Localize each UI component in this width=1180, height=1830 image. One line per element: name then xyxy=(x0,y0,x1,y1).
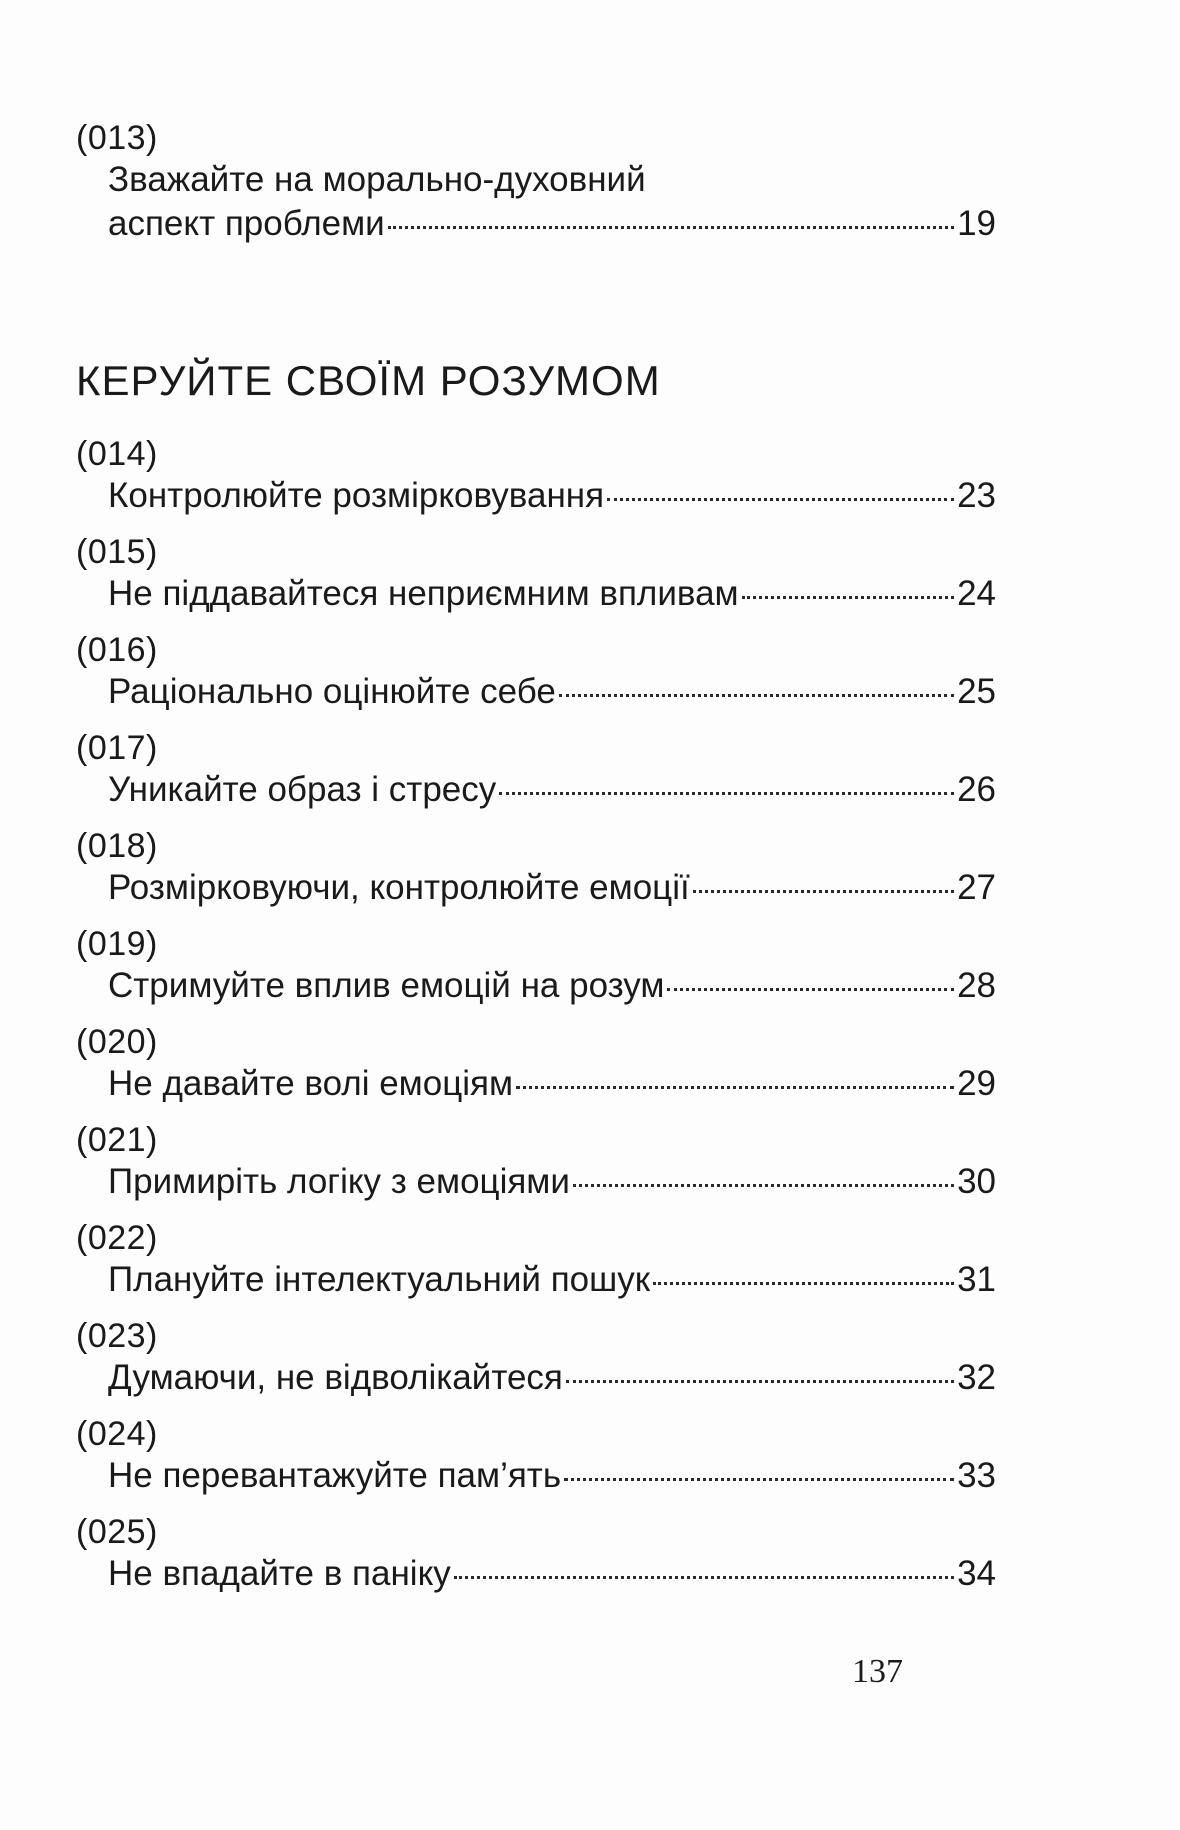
entry-page: 27 xyxy=(957,868,996,907)
toc-entry xyxy=(76,1120,996,1204)
entry-line xyxy=(76,572,996,616)
entry-line xyxy=(76,474,996,518)
toc-entry xyxy=(76,1022,996,1106)
dot-leader xyxy=(573,1184,954,1187)
entry-title: Уникайте образ і стресу xyxy=(108,770,497,809)
entry-number: (019) xyxy=(76,925,158,963)
entry-number: (018) xyxy=(76,827,158,865)
entry-line xyxy=(76,964,996,1008)
entry-page: 29 xyxy=(957,1064,996,1103)
page-number: 137 xyxy=(852,1653,903,1690)
section-title: КЕРУЙТЕ СВОЇМ РОЗУМОМ xyxy=(76,357,661,404)
entry-title: Не перевантажуйте пам’ять xyxy=(108,1456,562,1495)
toc-entry xyxy=(76,1218,996,1302)
entry-line xyxy=(76,1356,996,1400)
toc-entry xyxy=(76,1316,996,1400)
entry-page: 25 xyxy=(957,672,996,711)
dot-leader xyxy=(388,226,954,229)
toc-entry xyxy=(76,434,996,518)
toc-entry xyxy=(76,630,996,714)
entry-number: (013) xyxy=(76,119,158,157)
dot-leader xyxy=(742,596,954,599)
entry-title: Не давайте волі емоціям xyxy=(108,1064,514,1103)
entry-page: 19 xyxy=(957,204,996,243)
entry-line xyxy=(76,670,996,714)
toc-entry xyxy=(76,1414,996,1498)
dot-leader xyxy=(564,1478,954,1481)
entry-page: 33 xyxy=(957,1456,996,1495)
dot-leader xyxy=(499,792,954,795)
entry-title: Стримуйте вплив емоцій на розум xyxy=(108,966,665,1005)
dot-leader xyxy=(693,890,954,893)
toc-entry-013 xyxy=(76,118,996,246)
entry-line xyxy=(76,1062,996,1106)
entry-page: 28 xyxy=(957,966,996,1005)
dot-leader xyxy=(516,1086,954,1089)
dot-leader xyxy=(559,694,954,697)
entry-page: 23 xyxy=(957,476,996,515)
entry-title: Контролюйте розмірковування xyxy=(108,476,605,515)
entry-line xyxy=(76,1258,996,1302)
entry-title-line2 xyxy=(76,202,996,246)
entry-number: (020) xyxy=(76,1023,158,1061)
entry-number: (014) xyxy=(76,435,158,473)
entry-number: (015) xyxy=(76,533,158,571)
entry-title: Не впадайте в паніку xyxy=(108,1554,451,1593)
entry-line xyxy=(76,1160,996,1204)
entry-page: 31 xyxy=(957,1260,996,1299)
entry-title: Думаючи, не відволікайтеся xyxy=(108,1358,563,1397)
entry-page: 26 xyxy=(957,770,996,809)
entry-number: (024) xyxy=(76,1415,158,1453)
dot-leader xyxy=(566,1380,954,1383)
toc-entry xyxy=(76,1512,996,1596)
entry-line xyxy=(76,768,996,812)
entry-number: (021) xyxy=(76,1121,158,1159)
entry-number: (016) xyxy=(76,631,158,669)
toc-entry xyxy=(76,924,996,1008)
entry-number: (025) xyxy=(76,1513,158,1551)
entry-title: Плануйте інтелектуальний пошук xyxy=(108,1260,651,1299)
entry-line xyxy=(76,1552,996,1596)
entry-line xyxy=(76,866,996,910)
entry-page: 32 xyxy=(957,1358,996,1397)
entry-title: Примиріть логіку з емоціями xyxy=(108,1162,570,1201)
toc-entry xyxy=(76,728,996,812)
toc-entry xyxy=(76,826,996,910)
entry-title: аспект проблеми xyxy=(108,204,385,243)
entry-page: 24 xyxy=(957,574,996,613)
entry-line xyxy=(76,1454,996,1498)
entry-title: Не піддавайтеся неприємним впливам xyxy=(108,574,739,613)
entry-title-line1: Зважайте на морально-духовний xyxy=(108,160,646,199)
dot-leader xyxy=(653,1282,954,1285)
entry-number: (022) xyxy=(76,1219,158,1257)
entry-page: 30 xyxy=(957,1162,996,1201)
dot-leader xyxy=(607,498,954,501)
entry-number: (017) xyxy=(76,729,158,767)
entry-number: (023) xyxy=(76,1317,158,1355)
toc-entry xyxy=(76,532,996,616)
dot-leader xyxy=(667,988,954,991)
entry-title: Раціонально оцінюйте себе xyxy=(108,672,556,711)
entry-title: Розмірковуючи, контролюйте емоції xyxy=(108,868,690,907)
dot-leader xyxy=(454,1576,954,1579)
entry-page: 34 xyxy=(957,1554,996,1593)
